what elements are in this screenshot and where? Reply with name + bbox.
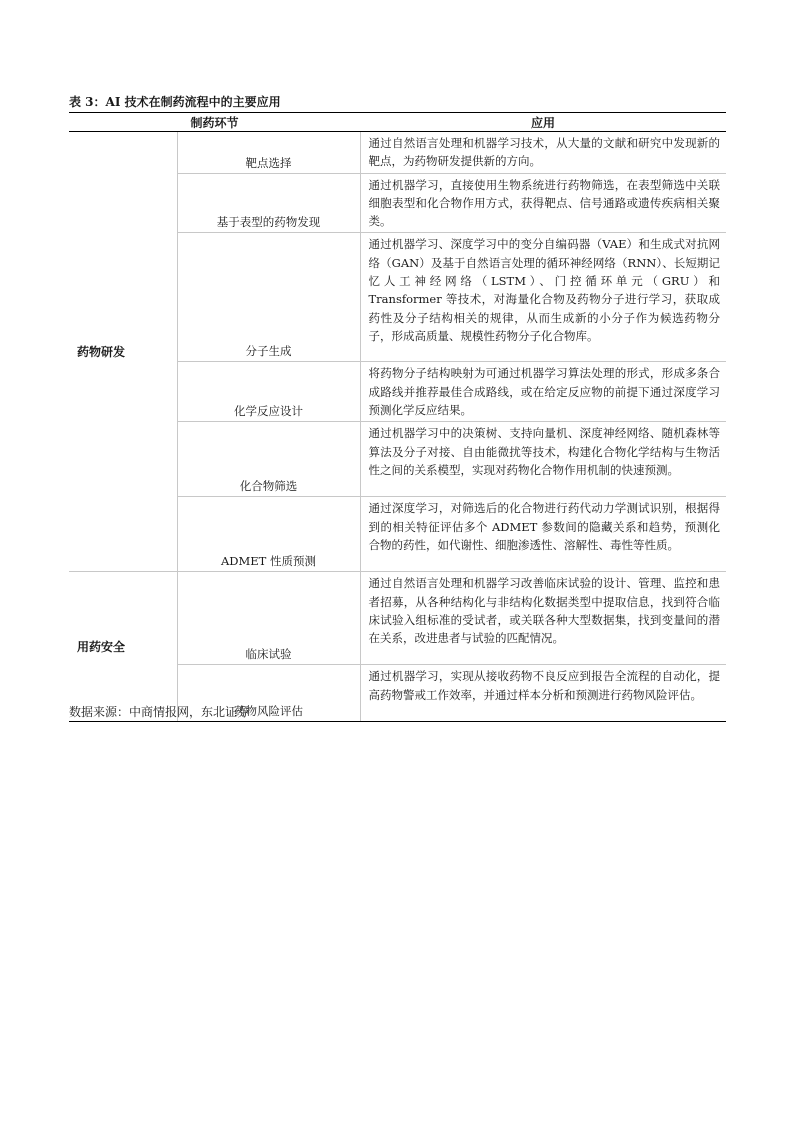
- stage-cell: 靶点选择: [177, 132, 360, 174]
- app-cell: 通过机器学习，直接使用生物系统进行药物筛选，在表型筛选中关联细胞表型和化合物作用方式，获得靶点、信号通路或遗传疾病相关聚类。: [360, 173, 726, 233]
- app-cell: 通过自然语言处理和机器学习改善临床试验的设计、管理、监控和患者招募，从各种结构化与非结构化数据类型中提取信息，找到符合临床试验入组标准的受试者，或关联各种大型数据集，找到变量间的潜在关系，改进患者与试验的匹配情况。: [360, 572, 726, 665]
- stage-cell: 化学反应设计: [177, 362, 360, 422]
- app-cell: 通过机器学习、深度学习中的变分自编码器（VAE）和生成式对抗网络（GAN）及基于自然语言处理的循环神经网络（RNN）、长短期记忆人工神经网络（LSTM）、门控循环单元（GRU）和 Transformer 等技术，对海量化合物及药物分子进行学习，获取成药性及分子结构相关的规律，从而生成新的小分子作为候选药物分子，形成高质量、规模性药物分子化合物库。: [360, 233, 726, 362]
- app-cell: 通过机器学习中的决策树、支持向量机、深度神经网络、随机森林等算法及分子对接、自由能微扰等技术，构建化合物化学结构与生物活性之间的关系模型，实现对药物化合物作用机制的快速预测。: [360, 422, 726, 497]
- app-cell: 通过深度学习，对筛选后的化合物进行药代动力学测试识别，根据得到的相关特征评估多个 ADMET 参数间的隐藏关系和趋势，预测化合物的药性，如代谢性、细胞渗透性、溶解性、毒性等性质。: [360, 497, 726, 572]
- stage-cell: 基于表型的药物发现: [177, 173, 360, 233]
- stage-cell: 临床试验: [177, 572, 360, 665]
- stage-cell: 分子生成: [177, 233, 360, 362]
- ai-pharma-table: [69, 112, 726, 722]
- stage-cell: 药物风险评估: [177, 665, 360, 722]
- table-header-row: [69, 113, 726, 132]
- stage-cell: 化合物筛选: [177, 422, 360, 497]
- data-source-note: 数据来源：中商情报网，东北证券: [69, 705, 250, 719]
- app-cell: 将药物分子结构映射为可通过机器学习算法处理的形式，形成多条合成路线并推荐最佳合成路线，或在给定反应物的前提下通过深度学习预测化学反应结果。: [360, 362, 726, 422]
- header-stage: 制药环节: [69, 113, 360, 132]
- stage-cell: ADMET 性质预测: [177, 497, 360, 572]
- app-cell: 通过自然语言处理和机器学习技术，从大量的文献和研究中发现新的靶点，为药物研发提供新的方向。: [360, 132, 726, 174]
- table-row: [69, 572, 726, 665]
- category-drug-safety: 用药安全: [69, 572, 177, 722]
- table-row: [69, 132, 726, 174]
- category-drug-rd: 药物研发: [69, 132, 177, 572]
- table-title: 表 3：AI 技术在制药流程中的主要应用: [69, 95, 281, 109]
- app-cell: 通过机器学习，实现从接收药物不良反应到报告全流程的自动化，提高药物警戒工作效率，并通过样本分析和预测进行药物风险评估。: [360, 665, 726, 722]
- header-app: 应用: [360, 113, 726, 132]
